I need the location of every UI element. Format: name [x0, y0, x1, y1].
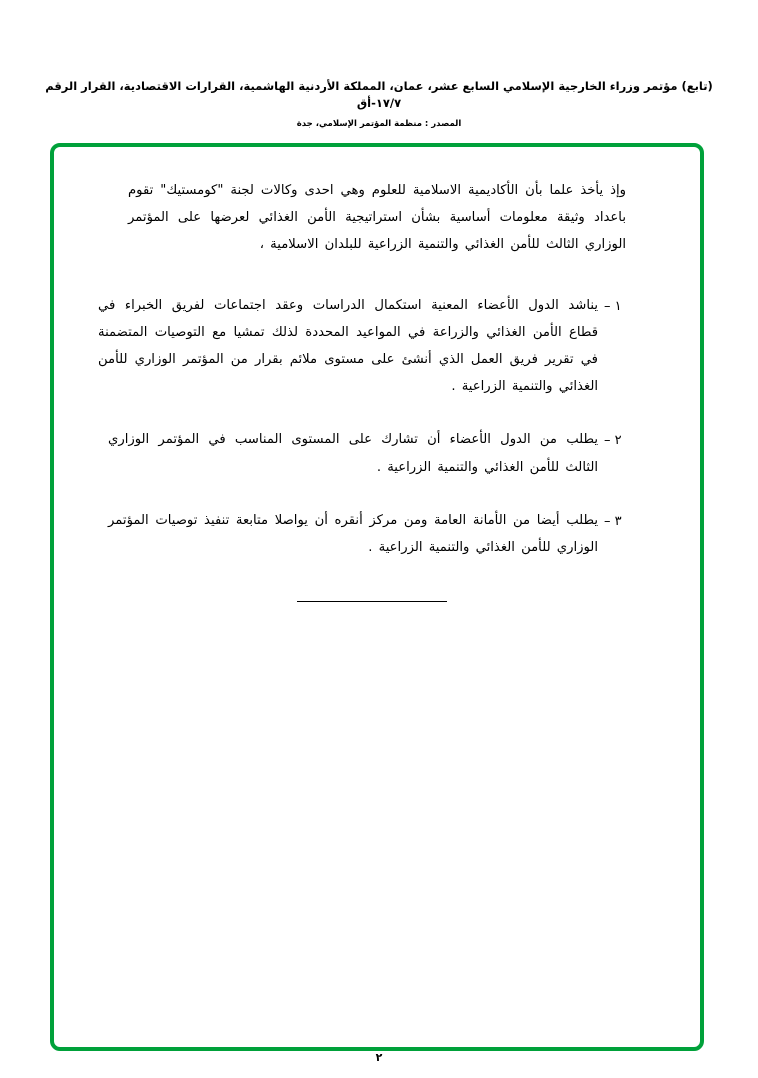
clause-number: ٢ –	[604, 433, 622, 449]
section-divider-wrap	[92, 587, 662, 606]
horizontal-rule	[297, 601, 447, 602]
preamble-paragraph: وإذ يأخذ علما بأن الأكاديمية الاسلامية للعلوم وهي احدى وكالات لجنة "كومستيك" تقوم باعداد وثيقة معلومات أساسية بشأن استراتيجية الأمن الغذائي لعرضها على المؤتمر الوزاري الثالث للأمن الغذائي والتنمية الزراعية للبلدان الاسلامية ،	[128, 183, 626, 253]
document-body	[92, 177, 662, 606]
document-header	[0, 78, 758, 129]
clause-item	[92, 292, 662, 400]
clause-number: ١ –	[604, 299, 622, 315]
clause-text: يطلب من الدول الأعضاء أن تشارك على المستوى المناسب في المؤتمر الوزاري الثالث للأمن الغذائي والتنمية الزراعية .	[108, 432, 598, 475]
clause-item	[92, 426, 662, 480]
page-number: ٢	[375, 1051, 383, 1064]
clause-number: ٣ –	[604, 513, 622, 529]
clause-text: يناشد الدول الأعضاء المعنية استكمال الدراسات وعقد اجتماعات لفريق الخبراء في قطاع الأمن الغذائي والزراعة في المواعيد المحددة لذلك تمشيا مع التوصيات المتضمنة في تقرير فريق العمل الذي أنشئ على مستوى ملائم بقرار من المؤتمر الوزاري للأمن الغذائي والتنمية الزراعية .	[98, 298, 598, 395]
clause-text: يطلب أيضا من الأمانة العامة ومن مركز أنقره أن يواصلا متابعة تنفيذ توصيات المؤتمر الوزاري للأمن الغذائي والتنمية الزراعية .	[108, 512, 598, 555]
header-title-line: (تابع) مؤتمر وزراء الخارجية الإسلامي السابع عشر، عمان، المملكة الأردنية الهاشمية، القرارات الاقتصادية، القرار الرقم ١٧/٧-أق	[45, 79, 713, 111]
green-border-frame	[50, 143, 704, 1051]
header-source-line: المصدر : منظمة المؤتمر الإسلامي، جدة	[296, 118, 462, 129]
clause-item	[92, 507, 662, 561]
